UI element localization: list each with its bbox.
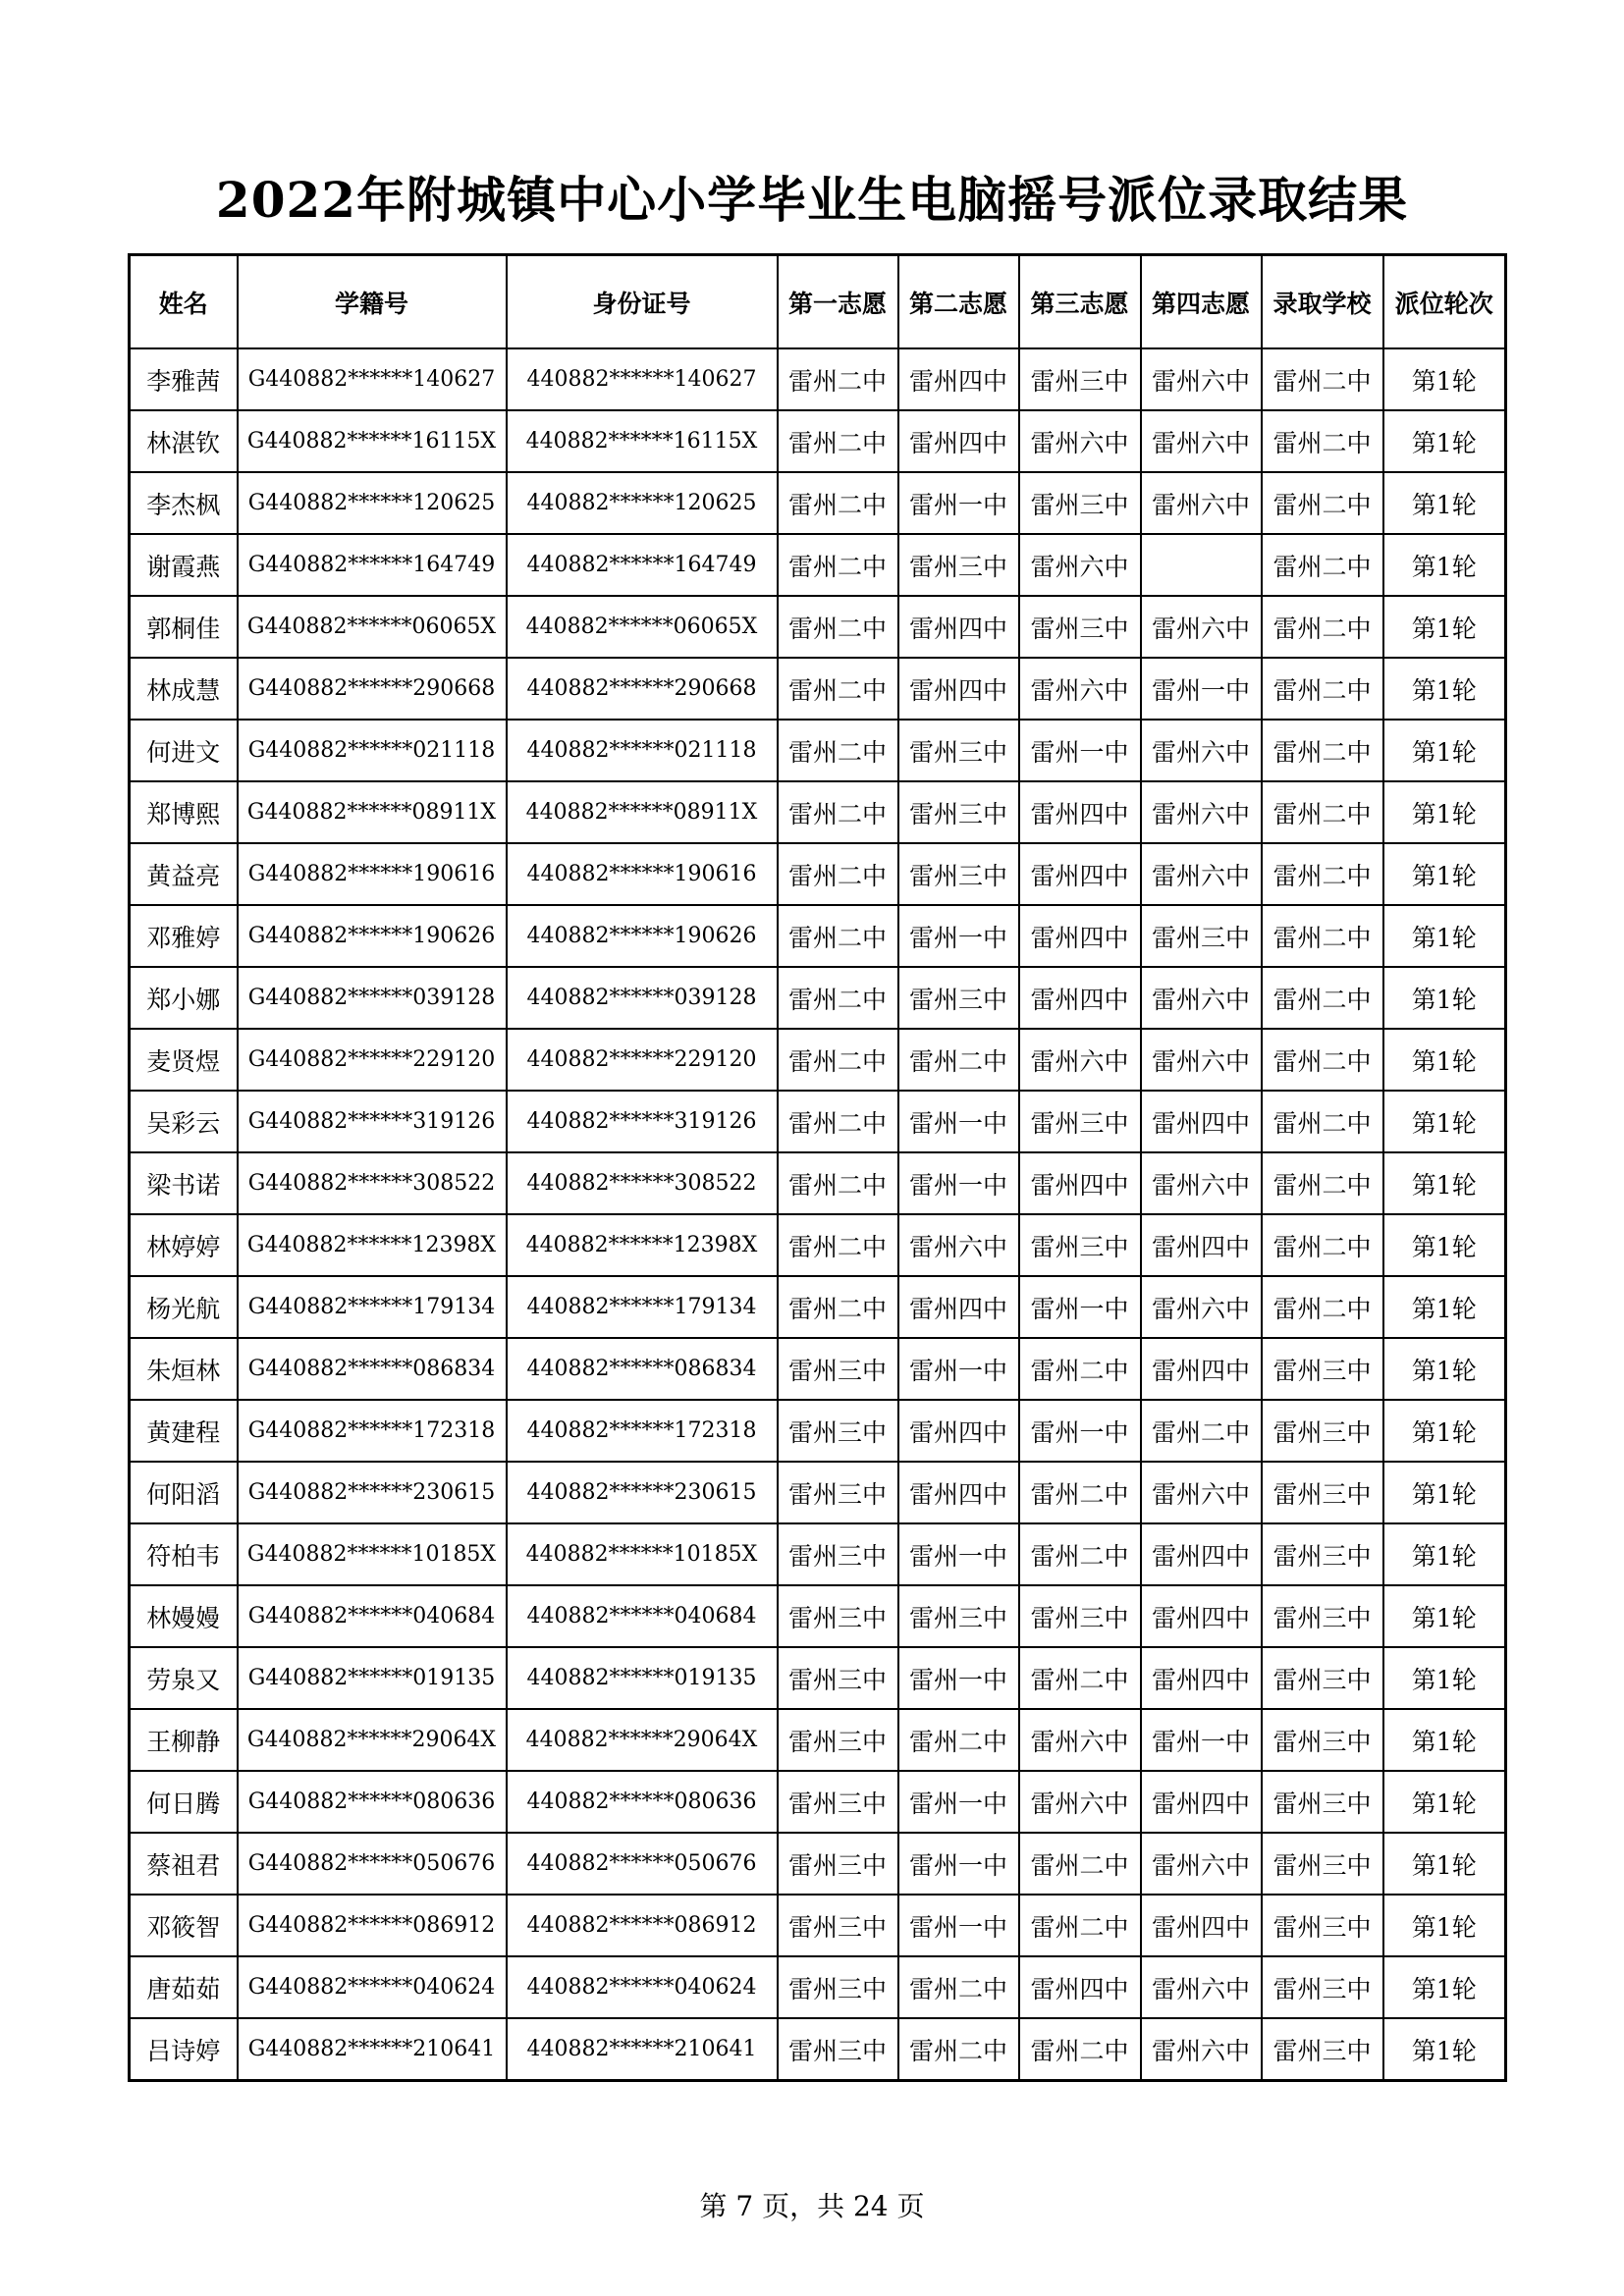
cell-id-card: 440882******319126 (507, 1091, 778, 1152)
cell-choice-2: 雷州一中 (898, 1523, 1019, 1585)
cell-choice-2: 雷州三中 (898, 843, 1019, 905)
cell-choice-2: 雷州四中 (898, 1276, 1019, 1338)
cell-choice-1: 雷州二中 (778, 1276, 898, 1338)
cell-admitted-school: 雷州二中 (1262, 905, 1383, 967)
table-row (130, 1523, 1506, 1585)
cell-admitted-school: 雷州二中 (1262, 1152, 1383, 1214)
cell-round: 第1轮 (1383, 658, 1506, 720)
table-row (130, 658, 1506, 720)
cell-admitted-school: 雷州二中 (1262, 1029, 1383, 1091)
cell-student-id: G440882******040624 (238, 1956, 507, 2018)
cell-admitted-school: 雷州二中 (1262, 1091, 1383, 1152)
cell-id-card: 440882******10185X (507, 1523, 778, 1585)
cell-name: 何进文 (130, 720, 238, 781)
cell-choice-3: 雷州四中 (1019, 1152, 1141, 1214)
table-row (130, 348, 1506, 410)
cell-admitted-school: 雷州三中 (1262, 2018, 1383, 2081)
cell-name: 林成慧 (130, 658, 238, 720)
header-student-id: 学籍号 (238, 255, 507, 349)
cell-round: 第1轮 (1383, 534, 1506, 596)
cell-round: 第1轮 (1383, 1523, 1506, 1585)
cell-choice-1: 雷州三中 (778, 1462, 898, 1523)
cell-choice-1: 雷州三中 (778, 1833, 898, 1895)
cell-round: 第1轮 (1383, 1462, 1506, 1523)
cell-choice-3: 雷州三中 (1019, 1214, 1141, 1276)
cell-student-id: G440882******229120 (238, 1029, 507, 1091)
cell-id-card: 440882******308522 (507, 1152, 778, 1214)
document-title: 2022年附城镇中心小学毕业生电脑摇号派位录取结果 (215, 171, 1409, 229)
table-row (130, 1709, 1506, 1771)
cell-choice-3: 雷州二中 (1019, 1338, 1141, 1400)
cell-choice-4: 雷州六中 (1141, 348, 1262, 410)
cell-choice-3: 雷州三中 (1019, 1091, 1141, 1152)
cell-admitted-school: 雷州三中 (1262, 1895, 1383, 1956)
cell-choice-1: 雷州二中 (778, 534, 898, 596)
cell-choice-2: 雷州二中 (898, 1709, 1019, 1771)
cell-choice-3: 雷州六中 (1019, 410, 1141, 472)
cell-student-id: G440882******080636 (238, 1771, 507, 1833)
cell-choice-2: 雷州一中 (898, 1091, 1019, 1152)
cell-name: 吕诗婷 (130, 2018, 238, 2081)
table-row (130, 1895, 1506, 1956)
cell-choice-1: 雷州三中 (778, 1585, 898, 1647)
cell-name: 杨光航 (130, 1276, 238, 1338)
cell-choice-3: 雷州一中 (1019, 1400, 1141, 1462)
cell-name: 邓雅婷 (130, 905, 238, 967)
cell-choice-4: 雷州六中 (1141, 781, 1262, 843)
cell-choice-4: 雷州六中 (1141, 1029, 1262, 1091)
cell-choice-3: 雷州一中 (1019, 1276, 1141, 1338)
cell-choice-4: 雷州四中 (1141, 1585, 1262, 1647)
cell-choice-2: 雷州二中 (898, 1956, 1019, 2018)
cell-choice-4: 雷州六中 (1141, 843, 1262, 905)
cell-choice-1: 雷州三中 (778, 1895, 898, 1956)
table-row (130, 472, 1506, 534)
cell-choice-3: 雷州六中 (1019, 1709, 1141, 1771)
cell-choice-4: 雷州四中 (1141, 1523, 1262, 1585)
cell-id-card: 440882******040624 (507, 1956, 778, 2018)
cell-choice-4: 雷州四中 (1141, 1214, 1262, 1276)
cell-round: 第1轮 (1383, 1091, 1506, 1152)
cell-admitted-school: 雷州三中 (1262, 1647, 1383, 1709)
cell-id-card: 440882******16115X (507, 410, 778, 472)
cell-choice-4: 雷州六中 (1141, 967, 1262, 1029)
cell-student-id: G440882******210641 (238, 2018, 507, 2081)
cell-student-id: G440882******290668 (238, 658, 507, 720)
cell-choice-3: 雷州四中 (1019, 1956, 1141, 2018)
cell-choice-3: 雷州三中 (1019, 1585, 1141, 1647)
cell-round: 第1轮 (1383, 1276, 1506, 1338)
cell-admitted-school: 雷州三中 (1262, 1338, 1383, 1400)
cell-admitted-school: 雷州二中 (1262, 534, 1383, 596)
cell-choice-1: 雷州二中 (778, 1152, 898, 1214)
cell-choice-1: 雷州二中 (778, 1214, 898, 1276)
cell-round: 第1轮 (1383, 472, 1506, 534)
cell-id-card: 440882******086834 (507, 1338, 778, 1400)
cell-choice-2: 雷州四中 (898, 1462, 1019, 1523)
cell-round: 第1轮 (1383, 781, 1506, 843)
cell-choice-1: 雷州三中 (778, 1647, 898, 1709)
cell-choice-1: 雷州二中 (778, 781, 898, 843)
cell-student-id: G440882******08911X (238, 781, 507, 843)
table-row (130, 1338, 1506, 1400)
cell-student-id: G440882******190626 (238, 905, 507, 967)
cell-name: 李雅茜 (130, 348, 238, 410)
cell-student-id: G440882******039128 (238, 967, 507, 1029)
cell-student-id: G440882******230615 (238, 1462, 507, 1523)
cell-choice-4: 雷州三中 (1141, 905, 1262, 967)
cell-name: 黄建程 (130, 1400, 238, 1462)
cell-name: 吴彩云 (130, 1091, 238, 1152)
cell-name: 郑小娜 (130, 967, 238, 1029)
cell-name: 王柳静 (130, 1709, 238, 1771)
cell-id-card: 440882******290668 (507, 658, 778, 720)
cell-student-id: G440882******29064X (238, 1709, 507, 1771)
cell-choice-2: 雷州一中 (898, 905, 1019, 967)
cell-id-card: 440882******040684 (507, 1585, 778, 1647)
cell-name: 谢霞燕 (130, 534, 238, 596)
table-body (130, 348, 1506, 2081)
cell-student-id: G440882******086912 (238, 1895, 507, 1956)
cell-round: 第1轮 (1383, 1833, 1506, 1895)
cell-admitted-school: 雷州三中 (1262, 1709, 1383, 1771)
cell-choice-4: 雷州六中 (1141, 596, 1262, 658)
cell-round: 第1轮 (1383, 1152, 1506, 1214)
cell-choice-3: 雷州三中 (1019, 596, 1141, 658)
cell-choice-4: 雷州六中 (1141, 1956, 1262, 2018)
table-row (130, 1585, 1506, 1647)
cell-name: 郑博熙 (130, 781, 238, 843)
cell-round: 第1轮 (1383, 2018, 1506, 2081)
cell-name: 何阳滔 (130, 1462, 238, 1523)
cell-choice-2: 雷州三中 (898, 1585, 1019, 1647)
cell-admitted-school: 雷州三中 (1262, 1585, 1383, 1647)
cell-admitted-school: 雷州二中 (1262, 472, 1383, 534)
cell-admitted-school: 雷州二中 (1262, 843, 1383, 905)
cell-choice-1: 雷州二中 (778, 348, 898, 410)
cell-choice-3: 雷州三中 (1019, 348, 1141, 410)
cell-name: 林嫚嫚 (130, 1585, 238, 1647)
cell-name: 李杰枫 (130, 472, 238, 534)
table-row (130, 967, 1506, 1029)
cell-round: 第1轮 (1383, 1214, 1506, 1276)
cell-choice-1: 雷州二中 (778, 843, 898, 905)
cell-student-id: G440882******040684 (238, 1585, 507, 1647)
table-row (130, 781, 1506, 843)
header-admitted-school: 录取学校 (1262, 255, 1383, 349)
cell-choice-3: 雷州二中 (1019, 2018, 1141, 2081)
cell-choice-4: 雷州六中 (1141, 2018, 1262, 2081)
header-choice-1: 第一志愿 (778, 255, 898, 349)
cell-choice-4: 雷州四中 (1141, 1091, 1262, 1152)
cell-student-id: G440882******179134 (238, 1276, 507, 1338)
cell-choice-1: 雷州二中 (778, 720, 898, 781)
cell-admitted-school: 雷州三中 (1262, 1400, 1383, 1462)
cell-student-id: G440882******06065X (238, 596, 507, 658)
cell-id-card: 440882******021118 (507, 720, 778, 781)
cell-round: 第1轮 (1383, 1771, 1506, 1833)
cell-round: 第1轮 (1383, 1956, 1506, 2018)
cell-choice-1: 雷州三中 (778, 1338, 898, 1400)
cell-round: 第1轮 (1383, 410, 1506, 472)
cell-id-card: 440882******179134 (507, 1276, 778, 1338)
cell-round: 第1轮 (1383, 967, 1506, 1029)
cell-choice-2: 雷州一中 (898, 1771, 1019, 1833)
cell-choice-3: 雷州六中 (1019, 534, 1141, 596)
cell-choice-4: 雷州四中 (1141, 1895, 1262, 1956)
cell-choice-4: 雷州四中 (1141, 1771, 1262, 1833)
cell-choice-3: 雷州六中 (1019, 1029, 1141, 1091)
cell-choice-1: 雷州二中 (778, 905, 898, 967)
cell-name: 邓筱智 (130, 1895, 238, 1956)
cell-choice-4: 雷州四中 (1141, 1338, 1262, 1400)
cell-id-card: 440882******080636 (507, 1771, 778, 1833)
cell-choice-4: 雷州二中 (1141, 1400, 1262, 1462)
table-row (130, 1400, 1506, 1462)
cell-name: 林湛钦 (130, 410, 238, 472)
header-name: 姓名 (130, 255, 238, 349)
cell-student-id: G440882******086834 (238, 1338, 507, 1400)
cell-choice-1: 雷州三中 (778, 2018, 898, 2081)
cell-choice-3: 雷州二中 (1019, 1462, 1141, 1523)
cell-round: 第1轮 (1383, 1895, 1506, 1956)
cell-choice-2: 雷州四中 (898, 658, 1019, 720)
cell-choice-2: 雷州四中 (898, 596, 1019, 658)
cell-round: 第1轮 (1383, 720, 1506, 781)
cell-name: 唐茹茹 (130, 1956, 238, 2018)
cell-admitted-school: 雷州二中 (1262, 596, 1383, 658)
cell-choice-2: 雷州三中 (898, 781, 1019, 843)
table-row (130, 905, 1506, 967)
table-row (130, 1462, 1506, 1523)
header-id-card: 身份证号 (507, 255, 778, 349)
cell-id-card: 440882******140627 (507, 348, 778, 410)
cell-choice-2: 雷州一中 (898, 1647, 1019, 1709)
cell-name: 蔡祖君 (130, 1833, 238, 1895)
cell-choice-1: 雷州三中 (778, 1709, 898, 1771)
cell-id-card: 440882******050676 (507, 1833, 778, 1895)
cell-name: 朱烜林 (130, 1338, 238, 1400)
cell-admitted-school: 雷州二中 (1262, 1276, 1383, 1338)
cell-choice-2: 雷州二中 (898, 1029, 1019, 1091)
cell-choice-1: 雷州二中 (778, 472, 898, 534)
admission-result-table (128, 253, 1507, 2082)
table-row (130, 843, 1506, 905)
cell-name: 劳泉又 (130, 1647, 238, 1709)
cell-admitted-school: 雷州三中 (1262, 1771, 1383, 1833)
cell-admitted-school: 雷州二中 (1262, 967, 1383, 1029)
cell-name: 郭桐佳 (130, 596, 238, 658)
cell-choice-3: 雷州一中 (1019, 720, 1141, 781)
cell-name: 黄益亮 (130, 843, 238, 905)
cell-choice-4: 雷州一中 (1141, 1709, 1262, 1771)
cell-admitted-school: 雷州二中 (1262, 658, 1383, 720)
cell-choice-1: 雷州三中 (778, 1523, 898, 1585)
cell-student-id: G440882******120625 (238, 472, 507, 534)
cell-choice-3: 雷州六中 (1019, 1771, 1141, 1833)
header-round: 派位轮次 (1383, 255, 1506, 349)
table-row (130, 1214, 1506, 1276)
cell-id-card: 440882******230615 (507, 1462, 778, 1523)
cell-admitted-school: 雷州三中 (1262, 1462, 1383, 1523)
cell-choice-2: 雷州三中 (898, 534, 1019, 596)
cell-name: 麦贤煜 (130, 1029, 238, 1091)
cell-student-id: G440882******190616 (238, 843, 507, 905)
cell-round: 第1轮 (1383, 348, 1506, 410)
cell-id-card: 440882******08911X (507, 781, 778, 843)
table-row (130, 410, 1506, 472)
table-row (130, 1771, 1506, 1833)
cell-student-id: G440882******140627 (238, 348, 507, 410)
cell-choice-1: 雷州三中 (778, 1771, 898, 1833)
cell-choice-3: 雷州二中 (1019, 1523, 1141, 1585)
cell-choice-4: 雷州六中 (1141, 410, 1262, 472)
cell-admitted-school: 雷州三中 (1262, 1956, 1383, 2018)
cell-choice-2: 雷州三中 (898, 720, 1019, 781)
cell-admitted-school: 雷州二中 (1262, 720, 1383, 781)
cell-choice-3: 雷州四中 (1019, 843, 1141, 905)
cell-round: 第1轮 (1383, 843, 1506, 905)
cell-id-card: 440882******190616 (507, 843, 778, 905)
cell-round: 第1轮 (1383, 905, 1506, 967)
cell-id-card: 440882******12398X (507, 1214, 778, 1276)
table-row (130, 720, 1506, 781)
cell-choice-2: 雷州四中 (898, 348, 1019, 410)
cell-choice-2: 雷州二中 (898, 2018, 1019, 2081)
cell-choice-4: 雷州六中 (1141, 1152, 1262, 1214)
table-row (130, 596, 1506, 658)
cell-id-card: 440882******120625 (507, 472, 778, 534)
header-choice-2: 第二志愿 (898, 255, 1019, 349)
cell-name: 梁书诺 (130, 1152, 238, 1214)
cell-round: 第1轮 (1383, 1709, 1506, 1771)
cell-choice-3: 雷州三中 (1019, 472, 1141, 534)
cell-name: 何日腾 (130, 1771, 238, 1833)
cell-choice-2: 雷州一中 (898, 1152, 1019, 1214)
table-row (130, 1956, 1506, 2018)
cell-id-card: 440882******039128 (507, 967, 778, 1029)
cell-choice-2: 雷州六中 (898, 1214, 1019, 1276)
cell-choice-3: 雷州四中 (1019, 967, 1141, 1029)
cell-choice-4: 雷州六中 (1141, 1462, 1262, 1523)
cell-choice-3: 雷州六中 (1019, 658, 1141, 720)
cell-choice-1: 雷州二中 (778, 596, 898, 658)
cell-choice-3: 雷州二中 (1019, 1895, 1141, 1956)
cell-student-id: G440882******319126 (238, 1091, 507, 1152)
cell-id-card: 440882******29064X (507, 1709, 778, 1771)
cell-id-card: 440882******210641 (507, 2018, 778, 2081)
header-choice-3: 第三志愿 (1019, 255, 1141, 349)
cell-admitted-school: 雷州三中 (1262, 1833, 1383, 1895)
cell-round: 第1轮 (1383, 1029, 1506, 1091)
cell-choice-1: 雷州二中 (778, 410, 898, 472)
cell-id-card: 440882******019135 (507, 1647, 778, 1709)
cell-round: 第1轮 (1383, 1585, 1506, 1647)
cell-admitted-school: 雷州三中 (1262, 1523, 1383, 1585)
cell-id-card: 440882******229120 (507, 1029, 778, 1091)
page-footer: 第 7 页，共 24 页 (699, 2190, 925, 2222)
cell-id-card: 440882******190626 (507, 905, 778, 967)
cell-student-id: G440882******050676 (238, 1833, 507, 1895)
table-row (130, 1833, 1506, 1895)
cell-admitted-school: 雷州二中 (1262, 1214, 1383, 1276)
table-row (130, 1276, 1506, 1338)
cell-choice-4: 雷州一中 (1141, 658, 1262, 720)
cell-round: 第1轮 (1383, 1400, 1506, 1462)
cell-choice-4: 雷州四中 (1141, 1647, 1262, 1709)
cell-choice-1: 雷州二中 (778, 967, 898, 1029)
cell-student-id: G440882******16115X (238, 410, 507, 472)
table-row (130, 2018, 1506, 2081)
cell-student-id: G440882******12398X (238, 1214, 507, 1276)
cell-id-card: 440882******164749 (507, 534, 778, 596)
cell-admitted-school: 雷州二中 (1262, 348, 1383, 410)
cell-student-id: G440882******308522 (238, 1152, 507, 1214)
table-row (130, 1091, 1506, 1152)
cell-choice-1: 雷州三中 (778, 1400, 898, 1462)
cell-choice-2: 雷州四中 (898, 1400, 1019, 1462)
cell-choice-2: 雷州一中 (898, 1895, 1019, 1956)
cell-choice-2: 雷州四中 (898, 410, 1019, 472)
cell-round: 第1轮 (1383, 596, 1506, 658)
cell-choice-1: 雷州二中 (778, 658, 898, 720)
cell-name: 符柏韦 (130, 1523, 238, 1585)
cell-student-id: G440882******10185X (238, 1523, 507, 1585)
cell-admitted-school: 雷州二中 (1262, 781, 1383, 843)
cell-student-id: G440882******172318 (238, 1400, 507, 1462)
cell-choice-4: 雷州六中 (1141, 720, 1262, 781)
cell-choice-4: 雷州六中 (1141, 472, 1262, 534)
cell-choice-3: 雷州二中 (1019, 1647, 1141, 1709)
table-row (130, 1647, 1506, 1709)
cell-id-card: 440882******086912 (507, 1895, 778, 1956)
cell-choice-4: 雷州六中 (1141, 1833, 1262, 1895)
table-row (130, 1029, 1506, 1091)
cell-choice-4: 雷州六中 (1141, 1276, 1262, 1338)
cell-round: 第1轮 (1383, 1647, 1506, 1709)
cell-student-id: G440882******164749 (238, 534, 507, 596)
cell-choice-2: 雷州一中 (898, 472, 1019, 534)
cell-student-id: G440882******019135 (238, 1647, 507, 1709)
cell-id-card: 440882******06065X (507, 596, 778, 658)
table-row (130, 1152, 1506, 1214)
cell-choice-4 (1141, 534, 1262, 596)
cell-admitted-school: 雷州二中 (1262, 410, 1383, 472)
cell-choice-2: 雷州三中 (898, 967, 1019, 1029)
table-row (130, 534, 1506, 596)
cell-choice-3: 雷州四中 (1019, 781, 1141, 843)
cell-round: 第1轮 (1383, 1338, 1506, 1400)
cell-student-id: G440882******021118 (238, 720, 507, 781)
cell-choice-3: 雷州二中 (1019, 1833, 1141, 1895)
cell-choice-1: 雷州二中 (778, 1091, 898, 1152)
cell-choice-1: 雷州二中 (778, 1029, 898, 1091)
cell-id-card: 440882******172318 (507, 1400, 778, 1462)
cell-choice-2: 雷州一中 (898, 1833, 1019, 1895)
table-header-row (130, 255, 1506, 349)
cell-name: 林婷婷 (130, 1214, 238, 1276)
header-choice-4: 第四志愿 (1141, 255, 1262, 349)
cell-choice-1: 雷州三中 (778, 1956, 898, 2018)
cell-choice-2: 雷州一中 (898, 1338, 1019, 1400)
cell-choice-3: 雷州四中 (1019, 905, 1141, 967)
